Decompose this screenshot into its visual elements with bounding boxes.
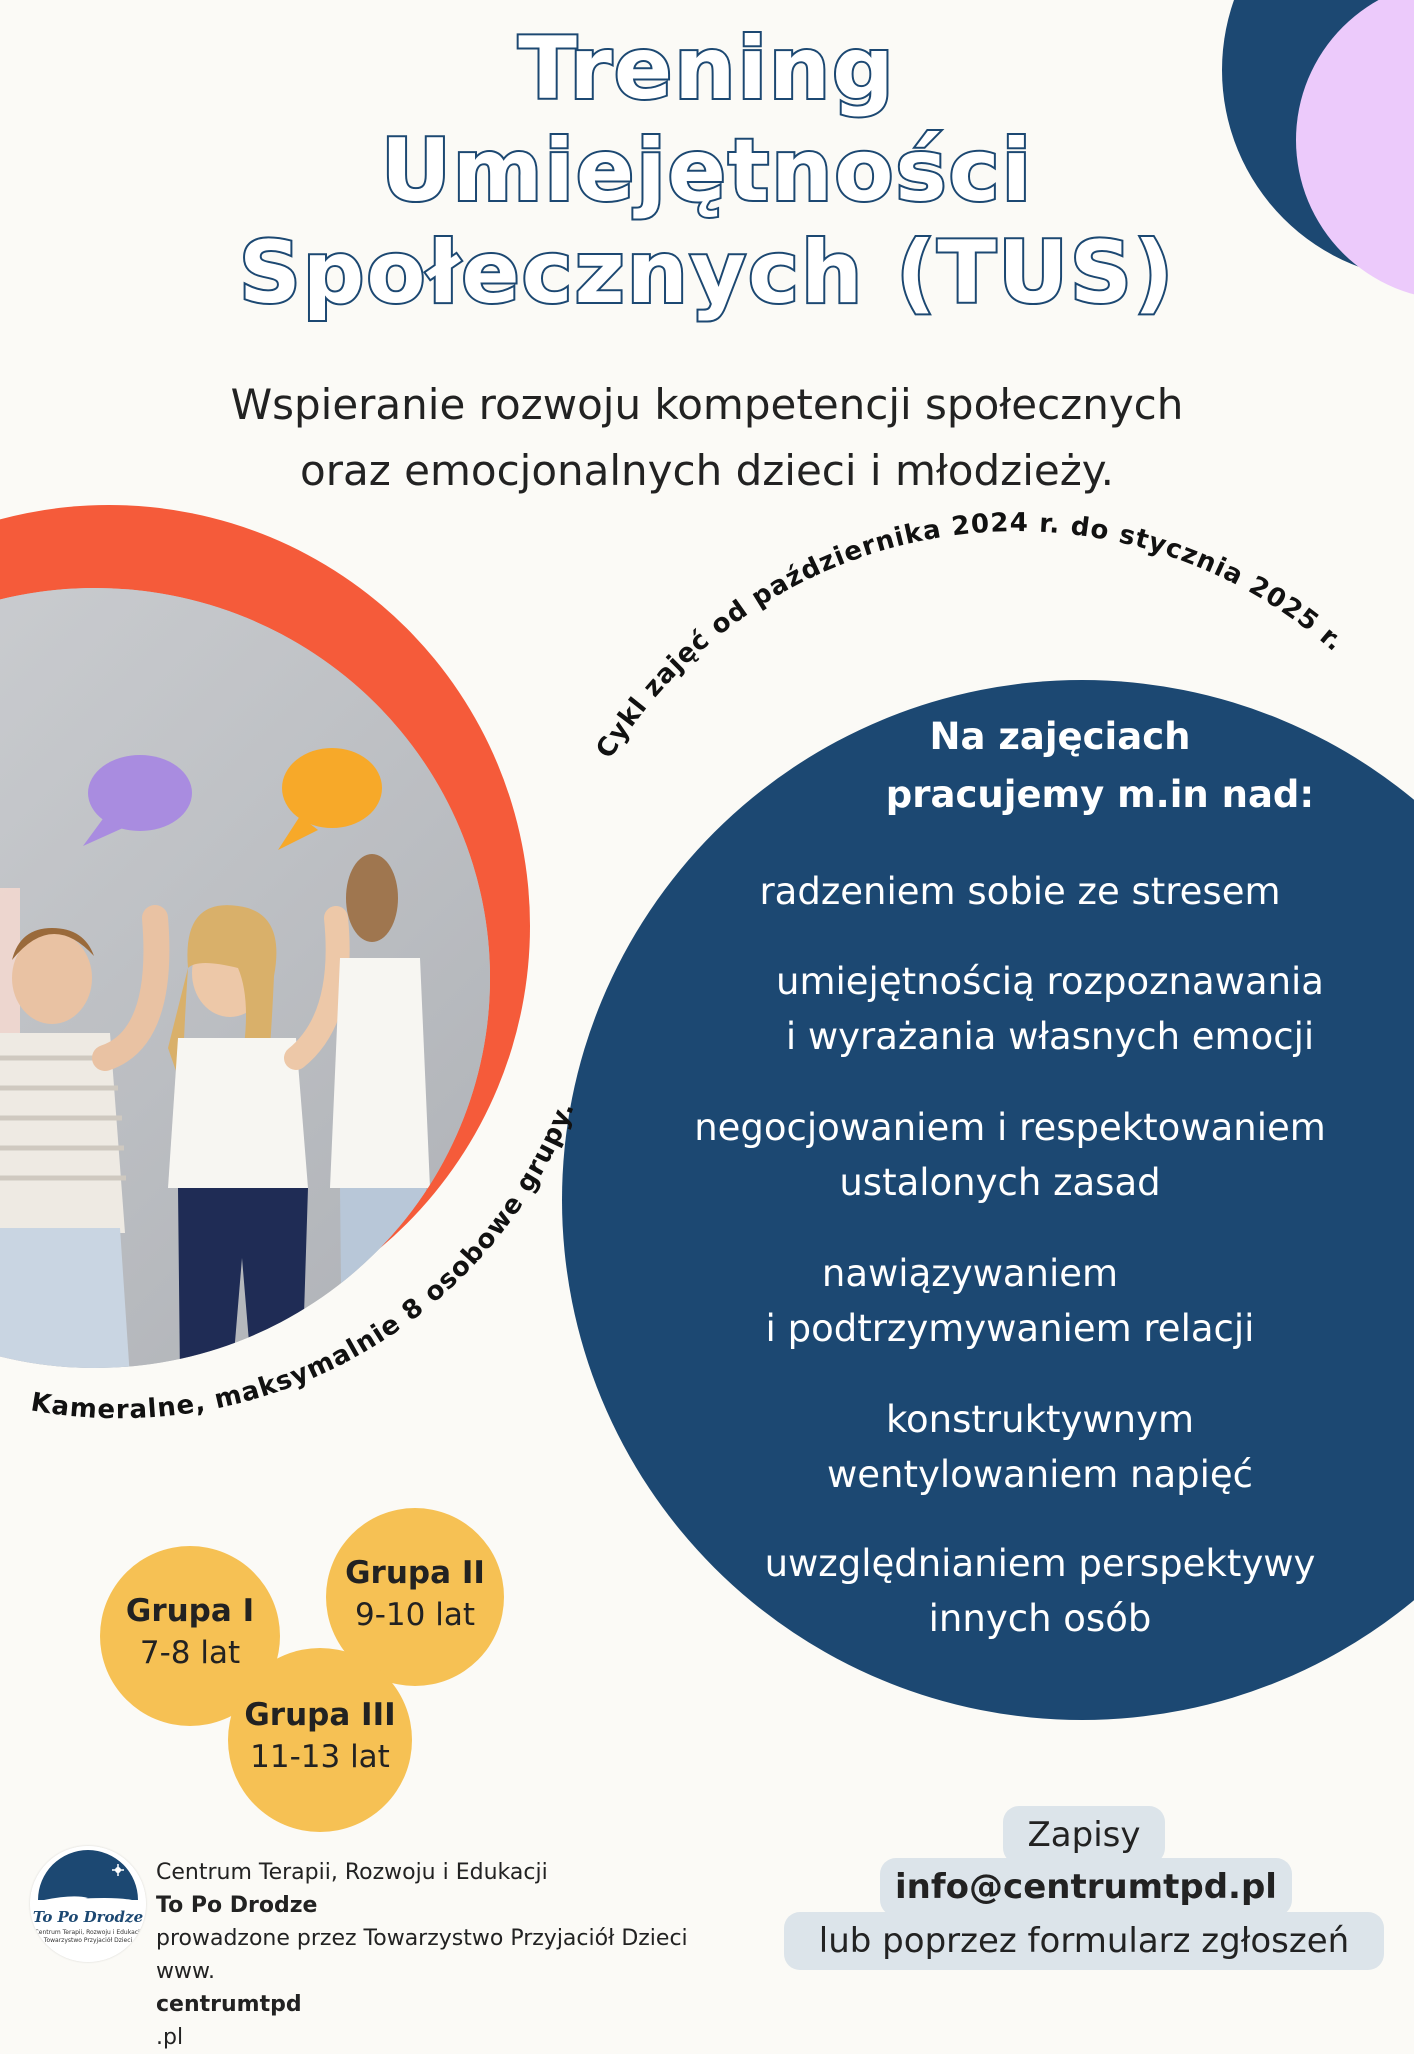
logo-caption-2: Towarzystwo Przyjaciół Dzieci [43,1937,133,1944]
signup-email-link[interactable]: info@centrumtpd.pl [880,1858,1292,1916]
schedule-text-path: Cykl zajęć od października 2024 r. do stycznia 2025 r. [590,508,1350,764]
logo-name: To Po Drodze [32,1908,144,1926]
org-website[interactable] [156,1955,776,2054]
title-line-3: Społecznych (TUS) [238,223,1176,323]
group-name: Grupa II [345,1555,485,1591]
org-line-2: prowadzone przez Towarzystwo Przyjaciół Dzieci [156,1926,688,1951]
group-age: 9-10 lat [355,1597,475,1633]
group-name: Grupa III [244,1697,396,1733]
organization-logo [30,1846,146,1962]
topic-line: umiejętnością rozpoznawania [776,960,1324,1003]
org-line-1 [156,1856,776,1922]
group-name: Grupa I [125,1593,255,1629]
organization-info [156,1856,776,2054]
group-age: 7-8 lat [139,1635,241,1671]
topics-heading-line-1: Na zajęciach [929,715,1191,758]
topic-line: wentylowaniem napięć [826,1453,1254,1496]
topics-heading [800,708,1400,824]
group-size-curved-text [29,1097,581,1425]
title-line-1: Trening [518,19,896,119]
group-3-badge [228,1648,412,1832]
group-size-text-path: Kameralne, maksymalnie 8 osobowe grupy. [28,1097,581,1426]
logo-caption-1: Centrum Terapii, Rozwoju i Edukacji [34,1929,142,1936]
topic-line: negocjowaniem i respektowaniem [694,1106,1326,1149]
topic-item [670,1246,1350,1356]
signup-label: Zapisy [1003,1806,1165,1864]
org-line-1-prefix: Centrum Terapii, Rozwoju i Edukacji [156,1860,548,1885]
signup-form-link[interactable]: lub poprzez formularz zgłoszeń [784,1912,1384,1970]
topic-line: radzeniem sobie ze stresem [759,870,1281,913]
topic-item [720,954,1380,1064]
topic-line: nawiązywaniem [821,1252,1119,1295]
topic-line: i wyrażania własnych emocji [785,1015,1315,1058]
topic-line: ustalonych zasad [839,1161,1161,1204]
topic-line: uwzględnianiem perspektywy [764,1542,1316,1585]
org-line-1-bold: To Po Drodze [156,1893,318,1918]
topic-line: i podtrzymywaniem relacji [765,1307,1255,1350]
title-line-2: Umiejętności [380,121,1034,221]
subtitle-line-2: oraz emocjonalnych dzieci i młodzieży. [300,446,1114,495]
topic-item [700,864,1340,919]
topics-heading-line-2: pracujemy m.in nad: [885,773,1315,816]
topic-item [640,1100,1380,1210]
subtitle-line-1: Wspieranie rozwoju kompetencji społecznych [230,380,1184,429]
topic-item [720,1392,1360,1502]
logo-mark [30,1846,146,1962]
group-age: 11-13 lat [250,1739,390,1775]
org-website-bold: centrumtpd [156,1992,302,2017]
topic-line: innych osób [928,1597,1152,1640]
topic-item [720,1536,1360,1646]
org-website-prefix: www. [156,1959,215,1984]
org-website-suffix: .pl [156,2025,184,2050]
topic-line: konstruktywnym [885,1398,1195,1441]
